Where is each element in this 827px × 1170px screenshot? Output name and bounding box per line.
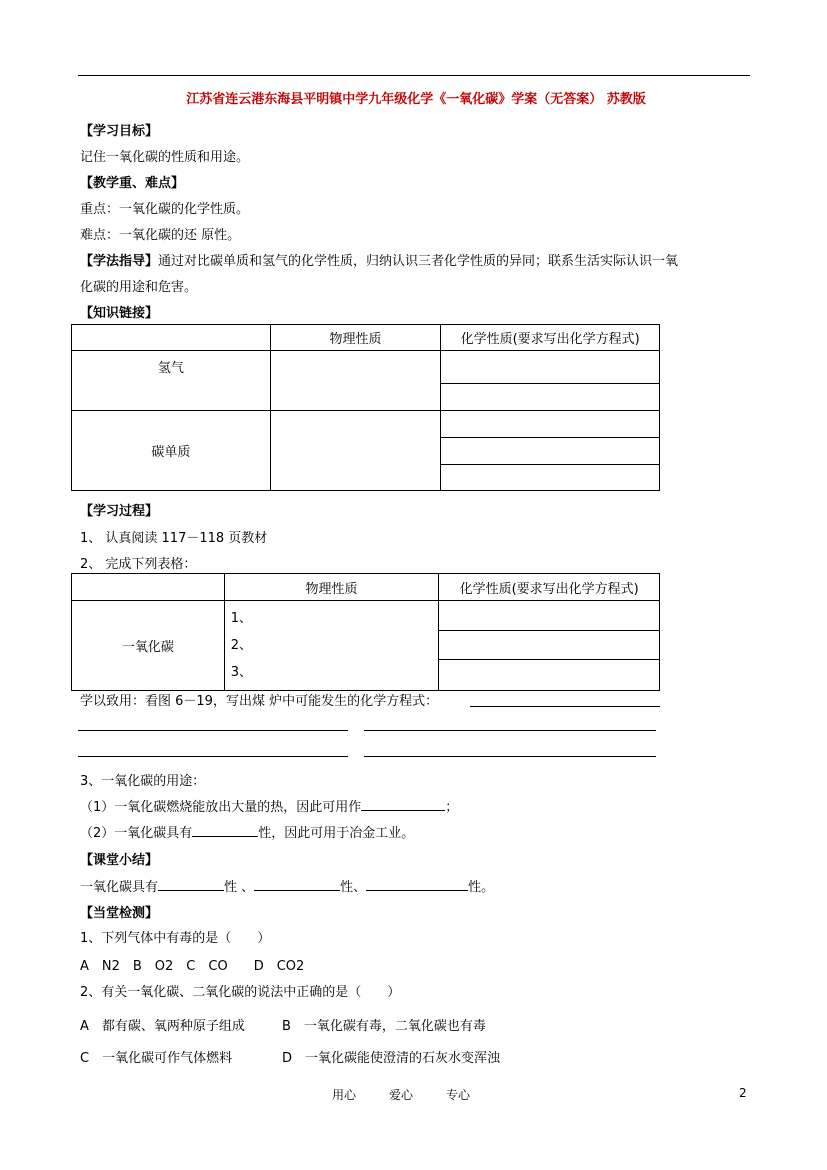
- step-3-text: 3、一氧化碳的用途：: [80, 774, 206, 789]
- footer-word-1: 用心: [332, 1088, 357, 1102]
- apply-answer-line-2[interactable]: [78, 730, 348, 731]
- page-number: 2: [739, 1086, 747, 1100]
- table1-carbon-chemical-cell-2[interactable]: [441, 438, 660, 465]
- use-2-suffix: 性，因此可用于冶金工业。: [258, 826, 415, 841]
- use-1-line: [80, 796, 458, 815]
- guidance-line-1: 通过对比碳单质和氢气的化学性质，归纳认识三者化学性质的异同；联系生活实际认识一氧: [158, 254, 679, 269]
- table1-hydrogen-physical-cell[interactable]: [270, 351, 441, 411]
- apply-answer-line-1[interactable]: [470, 706, 660, 707]
- summary-blank-3[interactable]: [366, 876, 468, 891]
- table2-item-3: 3、: [230, 665, 252, 680]
- question-1-options: A N2 B O2 C CO D CO2: [80, 959, 305, 974]
- question-2-option-c: C 一氧化碳可作气体燃料: [80, 1051, 233, 1066]
- table1-carbon-chemical-cell-1[interactable]: [441, 411, 660, 438]
- question-2-option-b: B 一氧化碳有毒，二氧化碳也有毒: [282, 1019, 486, 1034]
- step-2-text: 2、 完成下列表格：: [80, 557, 197, 572]
- key-points-heading: 【教学重、难点】: [80, 176, 185, 191]
- question-1: 1、下列气体中有毒的是（ ）: [80, 931, 271, 946]
- table1-header-chemical: 化学性质(要求写出化学方程式): [441, 325, 660, 351]
- document-title: 江苏省连云港东海县平明镇中学九年级化学《一氧化碳》学案（无答案） 苏教版: [186, 92, 646, 107]
- table2-co-chemical-cell-3[interactable]: [439, 660, 660, 691]
- table2-item-1: 1、: [230, 611, 252, 626]
- question-2-option-a: A 都有碳、氧两种原子组成: [80, 1019, 245, 1034]
- knowledge-heading: 【知识链接】: [80, 306, 159, 321]
- use-2-blank[interactable]: [192, 822, 258, 837]
- question-2: 2、有关一氧化碳、二氧化碳的说法中正确的是（ ）: [80, 985, 401, 1000]
- use-1-blank[interactable]: [361, 796, 445, 811]
- apply-answer-line-5[interactable]: [364, 756, 656, 757]
- summary-heading: 【课堂小结】: [80, 853, 159, 868]
- summary-line: [80, 876, 494, 895]
- table1-hydrogen-chemical-cell-2[interactable]: [441, 384, 660, 411]
- table1-carbon-physical-cell[interactable]: [270, 411, 441, 491]
- table2-row-co: 一氧化碳: [72, 601, 225, 691]
- summary-blank-2[interactable]: [254, 876, 340, 891]
- table1-carbon-chemical-cell-3[interactable]: [441, 465, 660, 491]
- summary-mid-1: 性 、: [224, 880, 255, 895]
- difficult-point-text: 难点：一氧化碳的还 原性。: [80, 228, 241, 243]
- summary-prefix: 一氧化碳具有: [80, 880, 159, 895]
- question-2-option-d: D 一氧化碳能使澄清的石灰水变浑浊: [282, 1051, 501, 1066]
- use-2-line: [80, 822, 414, 841]
- guidance-paragraph: [80, 250, 678, 269]
- step-1-text: 1、 认真阅读 117－118 页教材: [80, 531, 268, 546]
- table2-corner-cell: [72, 574, 225, 601]
- apply-answer-line-4[interactable]: [78, 756, 348, 757]
- use-1-suffix: ；: [445, 800, 459, 815]
- summary-mid-2: 性、: [340, 880, 367, 895]
- table2-header-physical: 物理性质: [224, 574, 439, 601]
- table1-row-carbon: 碳单质: [72, 411, 271, 491]
- guidance-line-2: 化碳的用途和危害。: [80, 280, 198, 295]
- process-heading: 【学习过程】: [80, 504, 159, 519]
- objective-text: 记住一氧化碳的性质和用途。: [80, 150, 250, 165]
- summary-blank-1[interactable]: [158, 876, 224, 891]
- footer-word-2: 爱心: [389, 1088, 414, 1102]
- summary-suffix: 性。: [468, 880, 495, 895]
- apply-text: 学以致用：看图 6－19，写出煤 炉中可能发生的化学方程式：: [80, 694, 439, 709]
- key-point-text: 重点：一氧化碳的化学性质。: [80, 202, 250, 217]
- header-rule: [78, 75, 750, 76]
- apply-answer-line-3[interactable]: [364, 730, 656, 731]
- knowledge-table: [71, 324, 660, 491]
- footer-word-3: 专心: [446, 1088, 471, 1102]
- table2-co-chemical-cell-1[interactable]: [439, 601, 660, 631]
- table2-item-2: 2、: [230, 638, 252, 653]
- objective-heading: 【学习目标】: [80, 124, 159, 139]
- guidance-heading: 【学法指导】: [80, 254, 159, 269]
- table1-header-physical: 物理性质: [270, 325, 441, 351]
- table2-co-chemical-cell-2[interactable]: [439, 630, 660, 660]
- table1-hydrogen-chemical-cell-1[interactable]: [441, 351, 660, 384]
- table1-corner-cell: [72, 325, 271, 351]
- table1-row-hydrogen: 氢气: [72, 351, 271, 411]
- table2-header-chemical: 化学性质(要求写出化学方程式): [439, 574, 660, 601]
- use-2-prefix: （2）一氧化碳具有: [80, 826, 193, 841]
- co-properties-table: [71, 573, 660, 691]
- use-1-prefix: （1）一氧化碳燃烧能放出大量的热，因此可用作: [80, 800, 362, 815]
- test-heading: 【当堂检测】: [80, 906, 159, 921]
- table2-co-physical-cell[interactable]: [224, 601, 439, 691]
